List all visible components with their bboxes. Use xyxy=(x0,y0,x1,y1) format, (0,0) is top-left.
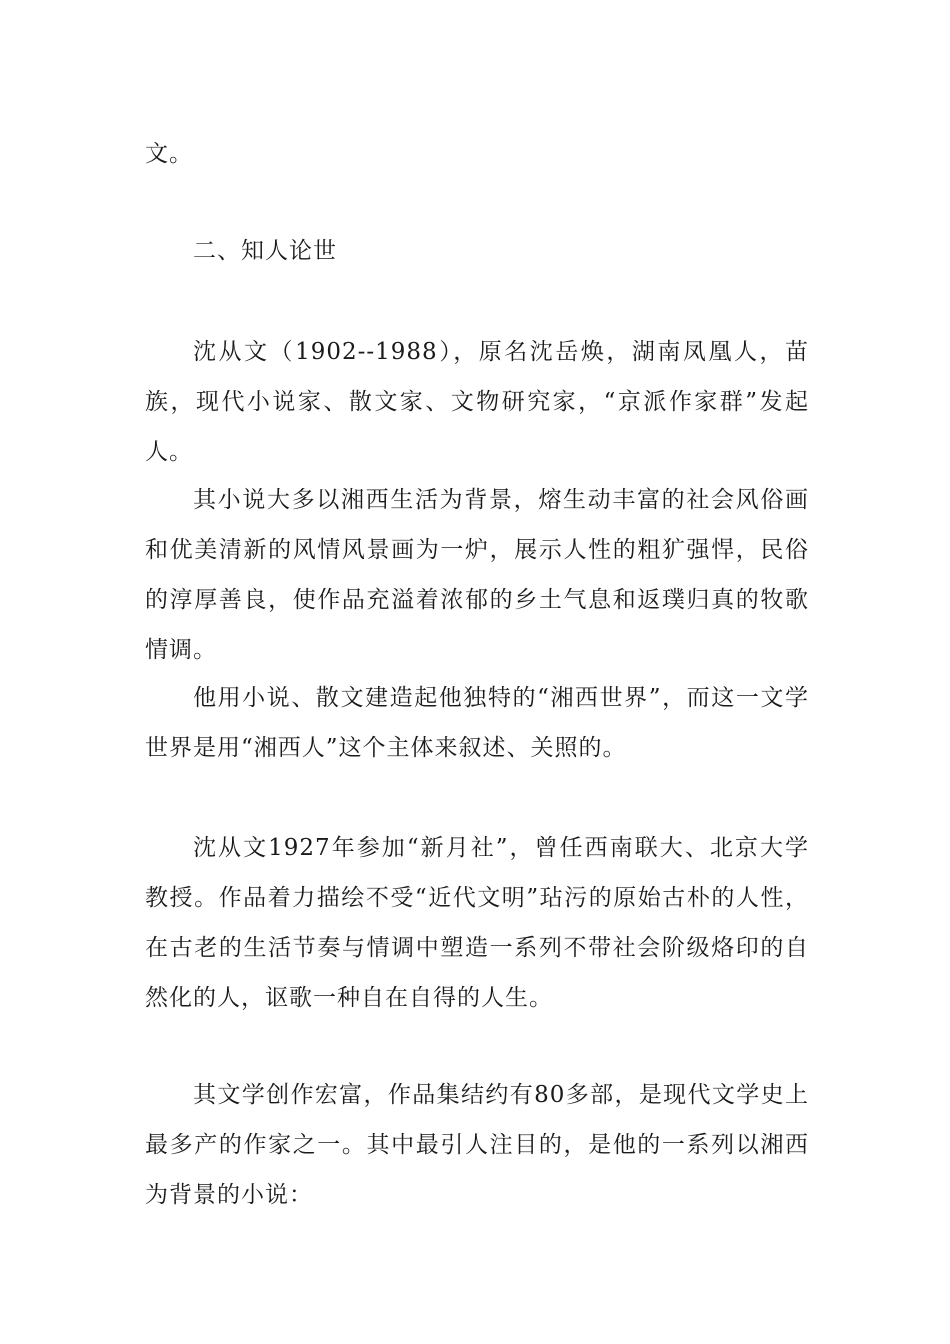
paragraph-career: 沈从文1927年参加“新月社”，曾任西南联大、北京大学教授。作品着力描绘不受“近代文明”玷污的原始古朴的人性，在古老的生活节奏与情调中塑造一系列不带社会阶级烙印的自然化的人，讴歌一种自在自得的人生。 xyxy=(145,835,809,1011)
paragraph-author-intro: 沈从文（1902--1988），原名沈岳焕，湖南凤凰人，苗族，现代小说家、散文家、文物研究家，“京派作家群”发起人。 xyxy=(145,339,809,465)
section-heading: 二、知人论世 xyxy=(193,238,337,264)
paragraph-xiangxi-world: 他用小说、散文建造起他独特的“湘西世界”，而这一文学世界是用“湘西人”这个主体来叙述、关照的。 xyxy=(145,685,809,761)
paragraph-novel-features: 其小说大多以湘西生活为背景，熔生动丰富的社会风俗画和优美清新的风情风景画为一炉，展示人性的粗犷强悍，民俗的淳厚善良，使作品充溢着浓郁的乡土气息和返璞归真的牧歌情调。 xyxy=(145,487,809,663)
paragraph-works: 其文学创作宏富，作品集结约有80多部，是现代文学史上最多产的作家之一。其中最引人注目的，是他的一系列以湘西为背景的小说： xyxy=(145,1082,809,1208)
paragraph-continuation: 文。 xyxy=(145,141,193,167)
